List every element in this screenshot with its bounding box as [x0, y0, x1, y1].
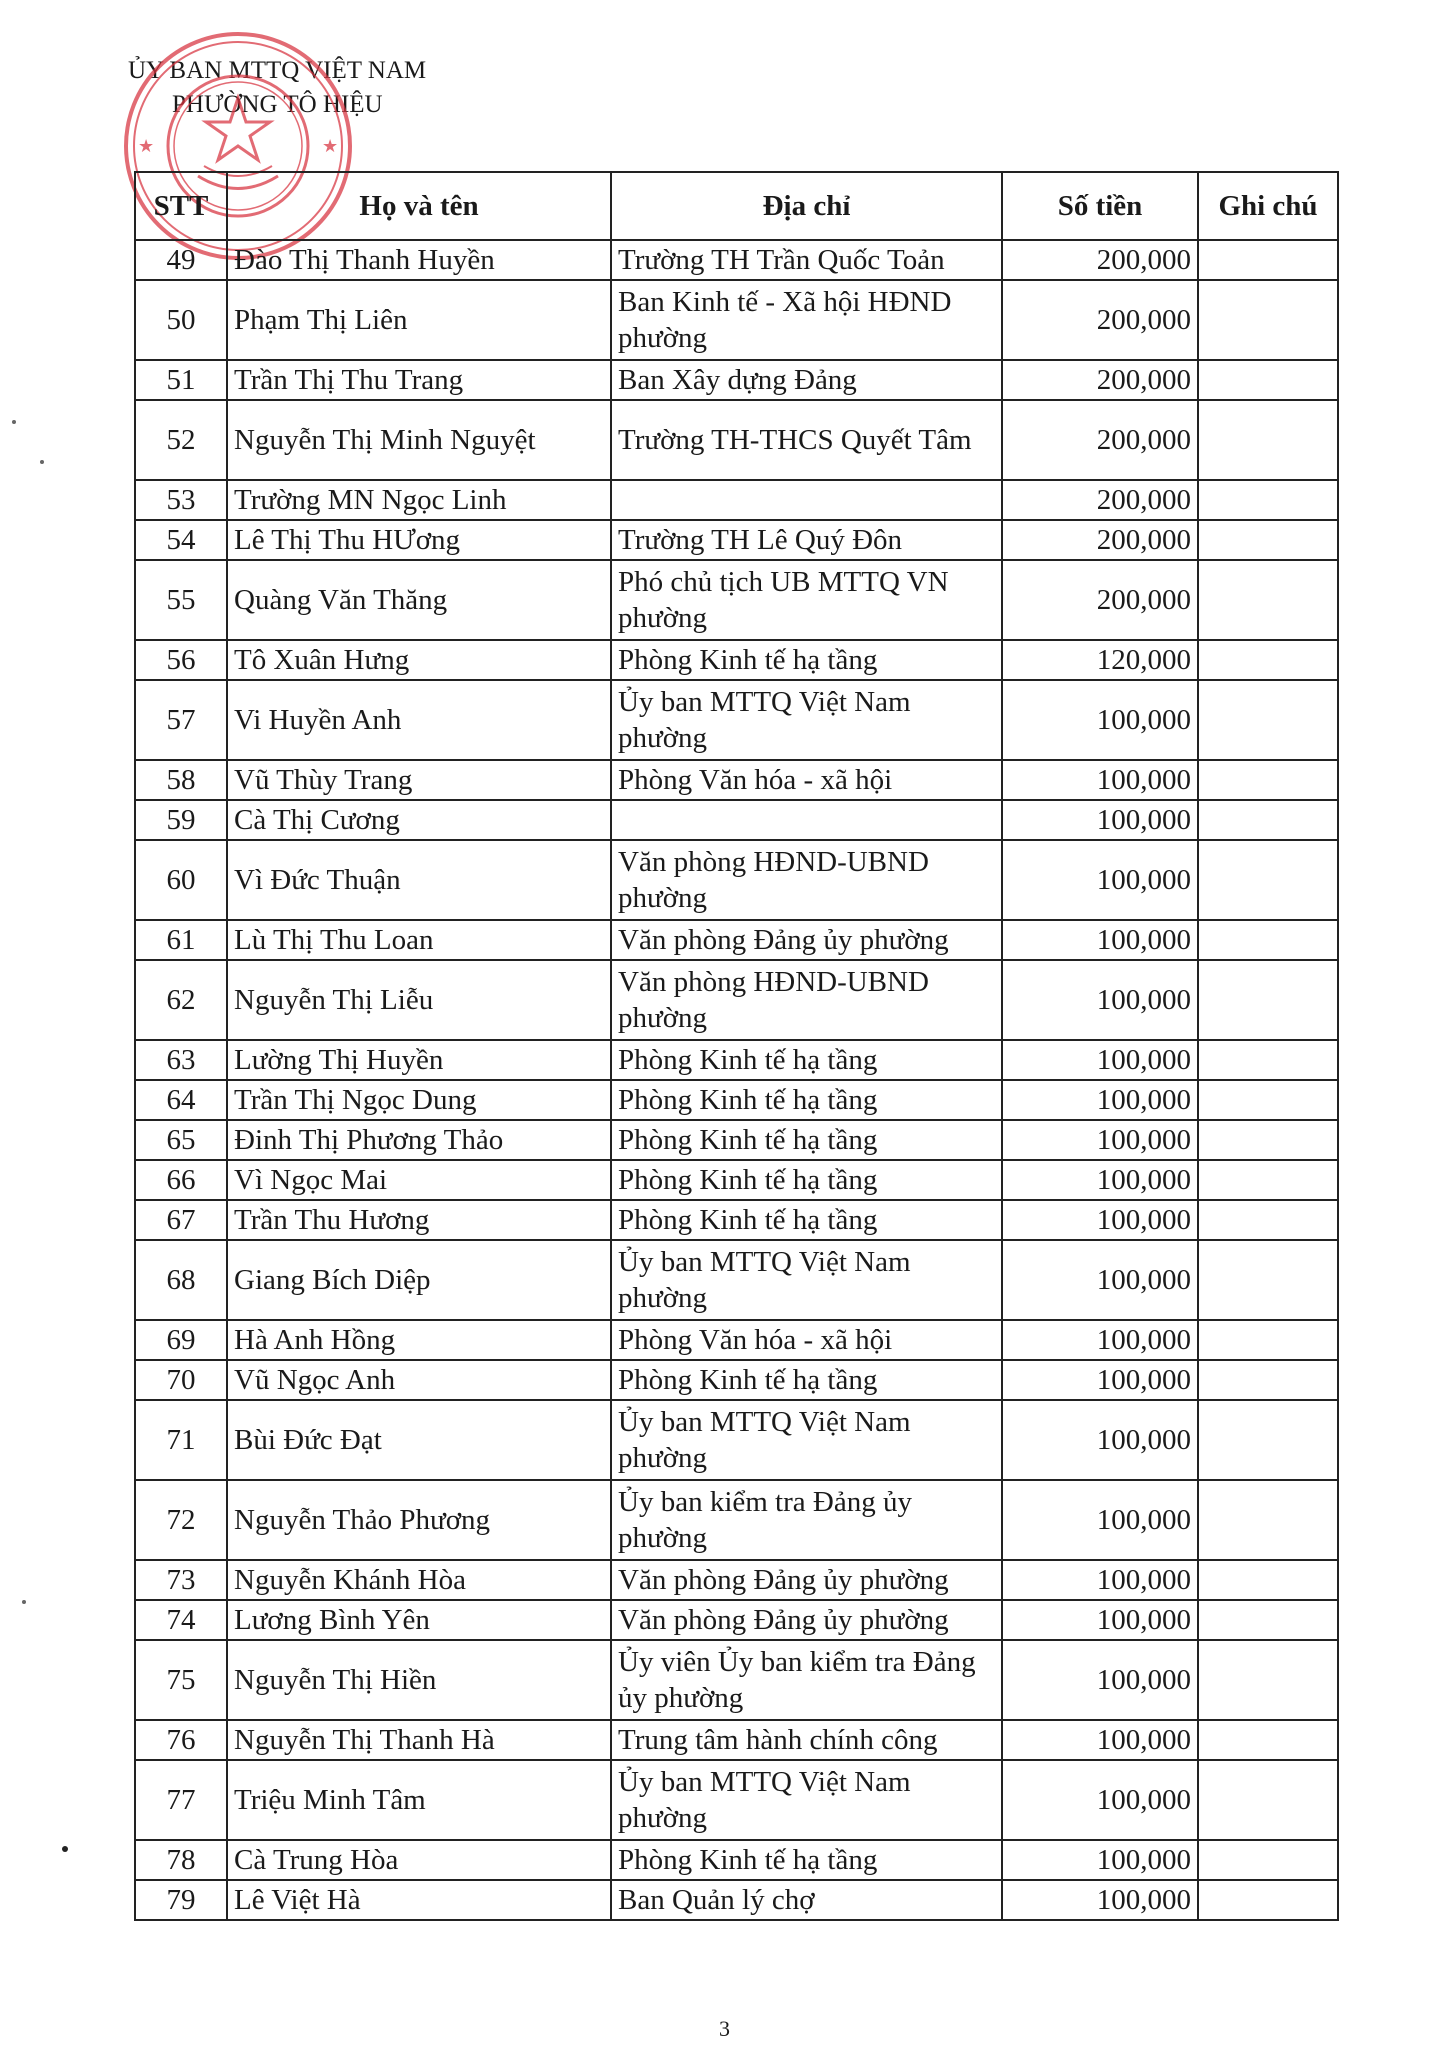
row-stt: 62: [135, 960, 227, 1040]
row-stt: 67: [135, 1200, 227, 1240]
row-note: [1198, 1400, 1338, 1480]
row-note: [1198, 1640, 1338, 1720]
row-name: Vi Huyền Anh: [227, 680, 611, 760]
row-address: Trường TH Trần Quốc Toản: [611, 240, 1002, 280]
row-name: Nguyễn Thị Hiền: [227, 1640, 611, 1720]
row-amount: 100,000: [1002, 1160, 1198, 1200]
row-address: Phòng Kinh tế hạ tầng: [611, 1360, 1002, 1400]
row-note: [1198, 1560, 1338, 1600]
row-stt: 56: [135, 640, 227, 680]
row-stt: 77: [135, 1760, 227, 1840]
row-stt: 79: [135, 1880, 227, 1920]
row-note: [1198, 240, 1338, 280]
row-stt: 73: [135, 1560, 227, 1600]
row-address: Phòng Văn hóa - xã hội: [611, 1320, 1002, 1360]
table-header-row: [135, 172, 1338, 240]
row-name: Lương Bình Yên: [227, 1600, 611, 1640]
header-address: Địa chỉ: [611, 172, 1002, 240]
row-note: [1198, 800, 1338, 840]
row-stt: 60: [135, 840, 227, 920]
row-amount: 100,000: [1002, 840, 1198, 920]
row-stt: 49: [135, 240, 227, 280]
row-name: Trần Thị Ngọc Dung: [227, 1080, 611, 1120]
table-row: [135, 1120, 1338, 1160]
row-amount: 100,000: [1002, 1240, 1198, 1320]
row-stt: 59: [135, 800, 227, 840]
table-row: [135, 1360, 1338, 1400]
table-row: [135, 1480, 1338, 1560]
row-name: Nguyễn Thị Liễu: [227, 960, 611, 1040]
row-address: Văn phòng Đảng ủy phường: [611, 1560, 1002, 1600]
table-row: [135, 640, 1338, 680]
donation-table: [134, 171, 1339, 1921]
row-amount: 100,000: [1002, 1040, 1198, 1080]
row-note: [1198, 1200, 1338, 1240]
table-row: [135, 800, 1338, 840]
row-address: Ban Quản lý chợ: [611, 1880, 1002, 1920]
org-name: ỦY BAN MTTQ VIỆT NAM: [128, 57, 427, 84]
row-address: Văn phòng HĐND-UBND phường: [611, 840, 1002, 920]
row-stt: 65: [135, 1120, 227, 1160]
document-header: [128, 54, 426, 122]
row-name: Trần Thị Thu Trang: [227, 360, 611, 400]
row-amount: 100,000: [1002, 1640, 1198, 1720]
row-note: [1198, 280, 1338, 360]
row-amount: 100,000: [1002, 1400, 1198, 1480]
row-name: Lù Thị Thu Loan: [227, 920, 611, 960]
table-row: [135, 1080, 1338, 1120]
row-amount: 200,000: [1002, 560, 1198, 640]
row-name: Triệu Minh Tâm: [227, 1760, 611, 1840]
row-amount: 120,000: [1002, 640, 1198, 680]
table-row: [135, 280, 1338, 360]
row-name: Trường MN Ngọc Linh: [227, 480, 611, 520]
table-row: [135, 1320, 1338, 1360]
row-name: Quàng Văn Thăng: [227, 560, 611, 640]
row-stt: 50: [135, 280, 227, 360]
row-note: [1198, 1080, 1338, 1120]
svg-text:★: ★: [322, 136, 339, 156]
row-name: Đinh Thị Phương Thảo: [227, 1120, 611, 1160]
row-stt: 51: [135, 360, 227, 400]
row-note: [1198, 1880, 1338, 1920]
header-name: Họ và tên: [227, 172, 611, 240]
row-name: Nguyễn Thị Minh Nguyệt: [227, 400, 611, 480]
row-amount: 100,000: [1002, 1120, 1198, 1160]
row-name: Đào Thị Thanh Huyền: [227, 240, 611, 280]
row-name: Tô Xuân Hưng: [227, 640, 611, 680]
table-row: [135, 1040, 1338, 1080]
row-name: Giang Bích Diệp: [227, 1240, 611, 1320]
row-name: Vũ Ngọc Anh: [227, 1360, 611, 1400]
row-stt: 75: [135, 1640, 227, 1720]
row-amount: 100,000: [1002, 1200, 1198, 1240]
row-address: Phòng Kinh tế hạ tầng: [611, 1080, 1002, 1120]
row-stt: 57: [135, 680, 227, 760]
row-stt: 68: [135, 1240, 227, 1320]
row-name: Cà Thị Cương: [227, 800, 611, 840]
row-amount: 100,000: [1002, 1720, 1198, 1760]
row-amount: 200,000: [1002, 480, 1198, 520]
row-stt: 70: [135, 1360, 227, 1400]
row-address: Văn phòng Đảng ủy phường: [611, 920, 1002, 960]
row-note: [1198, 760, 1338, 800]
row-name: Bùi Đức Đạt: [227, 1400, 611, 1480]
table-row: [135, 840, 1338, 920]
row-name: Lê Thị Thu HƯơng: [227, 520, 611, 560]
table-row: [135, 560, 1338, 640]
row-note: [1198, 360, 1338, 400]
ward-name: PHƯỜNG TÔ HIỆU: [172, 91, 383, 118]
row-note: [1198, 1040, 1338, 1080]
table-row: [135, 1240, 1338, 1320]
row-note: [1198, 520, 1338, 560]
row-stt: 54: [135, 520, 227, 560]
row-amount: 100,000: [1002, 1320, 1198, 1360]
row-address: Phòng Kinh tế hạ tầng: [611, 1840, 1002, 1880]
row-amount: 100,000: [1002, 1880, 1198, 1920]
row-name: Trần Thu Hương: [227, 1200, 611, 1240]
row-stt: 64: [135, 1080, 227, 1120]
row-stt: 78: [135, 1840, 227, 1880]
row-address: Ban Kinh tế - Xã hội HĐND phường: [611, 280, 1002, 360]
row-note: [1198, 960, 1338, 1040]
table-row: [135, 1400, 1338, 1480]
row-amount: 100,000: [1002, 1080, 1198, 1120]
row-amount: 100,000: [1002, 1760, 1198, 1840]
row-note: [1198, 1600, 1338, 1640]
row-amount: 100,000: [1002, 800, 1198, 840]
row-address: Phòng Kinh tế hạ tầng: [611, 1200, 1002, 1240]
row-stt: 52: [135, 400, 227, 480]
row-stt: 61: [135, 920, 227, 960]
row-stt: 53: [135, 480, 227, 520]
row-stt: 76: [135, 1720, 227, 1760]
header-note: Ghi chú: [1198, 172, 1338, 240]
row-note: [1198, 640, 1338, 680]
table-row: [135, 1200, 1338, 1240]
row-address: Phòng Kinh tế hạ tầng: [611, 640, 1002, 680]
row-address: Phó chủ tịch UB MTTQ VN phường: [611, 560, 1002, 640]
row-amount: 100,000: [1002, 1600, 1198, 1640]
scan-speck: [22, 1600, 26, 1604]
row-amount: 100,000: [1002, 680, 1198, 760]
row-name: Lường Thị Huyền: [227, 1040, 611, 1080]
table-row: [135, 680, 1338, 760]
row-note: [1198, 1120, 1338, 1160]
row-stt: 74: [135, 1600, 227, 1640]
row-address: Ủy ban MTTQ Việt Nam phường: [611, 1240, 1002, 1320]
scan-speck: [40, 460, 44, 464]
table-row: [135, 760, 1338, 800]
row-amount: 200,000: [1002, 400, 1198, 480]
table-row: [135, 400, 1338, 480]
row-note: [1198, 680, 1338, 760]
row-address: Ủy ban MTTQ Việt Nam phường: [611, 680, 1002, 760]
table-row: [135, 360, 1338, 400]
row-note: [1198, 1720, 1338, 1760]
row-stt: 69: [135, 1320, 227, 1360]
row-address: [611, 480, 1002, 520]
row-address: Trường TH Lê Quý Đôn: [611, 520, 1002, 560]
table-row: [135, 1720, 1338, 1760]
row-address: Trung tâm hành chính công: [611, 1720, 1002, 1760]
row-note: [1198, 1840, 1338, 1880]
row-stt: 72: [135, 1480, 227, 1560]
table-row: [135, 1840, 1338, 1880]
row-note: [1198, 1320, 1338, 1360]
row-stt: 58: [135, 760, 227, 800]
row-amount: 100,000: [1002, 920, 1198, 960]
row-address: Văn phòng Đảng ủy phường: [611, 1600, 1002, 1640]
row-address: Ban Xây dựng Đảng: [611, 360, 1002, 400]
row-amount: 100,000: [1002, 760, 1198, 800]
table-row: [135, 1160, 1338, 1200]
row-address: [611, 800, 1002, 840]
row-address: Trường TH-THCS Quyết Tâm: [611, 400, 1002, 480]
row-address: Ủy ban MTTQ Việt Nam phường: [611, 1760, 1002, 1840]
row-name: Vũ Thùy Trang: [227, 760, 611, 800]
row-address: Phòng Kinh tế hạ tầng: [611, 1120, 1002, 1160]
row-note: [1198, 1240, 1338, 1320]
scan-speck: [12, 420, 16, 424]
header-amount: Số tiền: [1002, 172, 1198, 240]
svg-text:★: ★: [138, 136, 155, 156]
scan-speck: [62, 1846, 68, 1852]
table-row: [135, 960, 1338, 1040]
row-address: Ủy viên Ủy ban kiểm tra Đảng ủy phường: [611, 1640, 1002, 1720]
row-stt: 66: [135, 1160, 227, 1200]
row-note: [1198, 1760, 1338, 1840]
header-stt: STT: [135, 172, 227, 240]
row-amount: 200,000: [1002, 280, 1198, 360]
row-note: [1198, 1480, 1338, 1560]
row-name: Vì Ngọc Mai: [227, 1160, 611, 1200]
table-row: [135, 520, 1338, 560]
row-stt: 71: [135, 1400, 227, 1480]
table-body: [135, 240, 1338, 1920]
row-note: [1198, 480, 1338, 520]
table-row: [135, 240, 1338, 280]
row-amount: 200,000: [1002, 360, 1198, 400]
row-amount: 100,000: [1002, 1560, 1198, 1600]
row-name: Cà Trung Hòa: [227, 1840, 611, 1880]
row-note: [1198, 920, 1338, 960]
table-row: [135, 1560, 1338, 1600]
row-amount: 200,000: [1002, 240, 1198, 280]
row-name: Lê Việt Hà: [227, 1880, 611, 1920]
row-note: [1198, 840, 1338, 920]
row-note: [1198, 1360, 1338, 1400]
table-row: [135, 920, 1338, 960]
row-name: Nguyễn Thảo Phương: [227, 1480, 611, 1560]
row-name: Nguyễn Thị Thanh Hà: [227, 1720, 611, 1760]
table-row: [135, 480, 1338, 520]
row-amount: 100,000: [1002, 1480, 1198, 1560]
row-address: Phòng Kinh tế hạ tầng: [611, 1160, 1002, 1200]
row-amount: 100,000: [1002, 1360, 1198, 1400]
row-address: Phòng Văn hóa - xã hội: [611, 760, 1002, 800]
page-number: 3: [719, 2016, 730, 2041]
row-amount: 200,000: [1002, 520, 1198, 560]
table-row: [135, 1880, 1338, 1920]
table-row: [135, 1640, 1338, 1720]
table-row: [135, 1760, 1338, 1840]
row-address: Ủy ban kiểm tra Đảng ủy phường: [611, 1480, 1002, 1560]
row-amount: 100,000: [1002, 1840, 1198, 1880]
row-address: Văn phòng HĐND-UBND phường: [611, 960, 1002, 1040]
row-note: [1198, 400, 1338, 480]
row-name: Nguyễn Khánh Hòa: [227, 1560, 611, 1600]
row-stt: 63: [135, 1040, 227, 1080]
row-address: Ủy ban MTTQ Việt Nam phường: [611, 1400, 1002, 1480]
row-name: Vì Đức Thuận: [227, 840, 611, 920]
row-name: Phạm Thị Liên: [227, 280, 611, 360]
row-stt: 55: [135, 560, 227, 640]
row-address: Phòng Kinh tế hạ tầng: [611, 1040, 1002, 1080]
row-amount: 100,000: [1002, 960, 1198, 1040]
row-name: Hà Anh Hồng: [227, 1320, 611, 1360]
row-note: [1198, 560, 1338, 640]
table-row: [135, 1600, 1338, 1640]
row-note: [1198, 1160, 1338, 1200]
